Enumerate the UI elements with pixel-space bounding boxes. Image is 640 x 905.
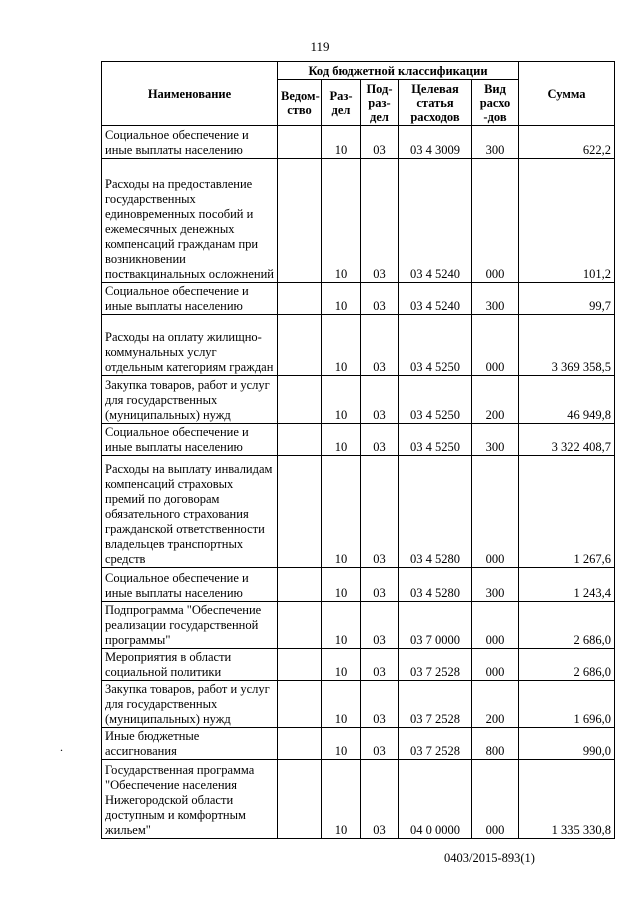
header-code-group: Код бюджетной классификации — [278, 62, 519, 80]
header-target-article: Целевая статья расходов — [399, 80, 472, 126]
row-expense-type: 000 — [472, 649, 519, 681]
row-sum: 990,0 — [519, 728, 615, 760]
table-row — [102, 159, 615, 283]
row-name: Мероприятия в области социальной политики — [102, 649, 278, 681]
row-expense-type: 000 — [472, 315, 519, 376]
row-expense-type: 000 — [472, 602, 519, 649]
row-expense-type: 800 — [472, 728, 519, 760]
row-subsection: 03 — [361, 159, 399, 283]
row-name: Закупка товаров, работ и услуг для государственных (муниципальных) нужд — [102, 376, 278, 424]
row-sum: 99,7 — [519, 283, 615, 315]
row-target-article: 03 7 2528 — [399, 728, 472, 760]
row-expense-type: 000 — [472, 456, 519, 568]
row-section: 10 — [322, 159, 361, 283]
row-sum: 622,2 — [519, 126, 615, 159]
row-section: 10 — [322, 568, 361, 602]
row-section: 10 — [322, 376, 361, 424]
row-target-article: 03 4 5240 — [399, 283, 472, 315]
row-sum: 3 322 408,7 — [519, 424, 615, 456]
row-department — [278, 728, 322, 760]
table-row — [102, 126, 615, 159]
row-target-article: 03 7 0000 — [399, 602, 472, 649]
row-name: Расходы на выплату инвалидам компенсаций страховых премий по договорам обязательного страхования гражданской ответственности владельцев транспортных средств — [102, 456, 278, 568]
row-target-article: 03 4 3009 — [399, 126, 472, 159]
row-name: Подпрограмма "Обеспечение реализации государственной программы" — [102, 602, 278, 649]
budget-table — [101, 61, 615, 839]
row-target-article: 03 4 5250 — [399, 315, 472, 376]
row-section: 10 — [322, 760, 361, 839]
row-department — [278, 681, 322, 728]
row-department — [278, 456, 322, 568]
row-target-article: 03 4 5280 — [399, 568, 472, 602]
row-expense-type: 300 — [472, 126, 519, 159]
row-name: Иные бюджетные ассигнования — [102, 728, 278, 760]
row-section: 10 — [322, 315, 361, 376]
row-subsection: 03 — [361, 424, 399, 456]
row-subsection: 03 — [361, 602, 399, 649]
row-section: 10 — [322, 728, 361, 760]
table-row — [102, 681, 615, 728]
table-row — [102, 424, 615, 456]
row-subsection: 03 — [361, 376, 399, 424]
table-body — [102, 126, 615, 839]
row-subsection: 03 — [361, 283, 399, 315]
row-target-article: 03 7 2528 — [399, 681, 472, 728]
row-section: 10 — [322, 681, 361, 728]
row-name: Социальное обеспечение и иные выплаты населению — [102, 126, 278, 159]
row-target-article: 03 4 5250 — [399, 376, 472, 424]
row-expense-type: 200 — [472, 681, 519, 728]
row-subsection: 03 — [361, 315, 399, 376]
row-name: Социальное обеспечение и иные выплаты населению — [102, 424, 278, 456]
row-sum: 1 243,4 — [519, 568, 615, 602]
row-expense-type: 000 — [472, 760, 519, 839]
table-row — [102, 760, 615, 839]
row-sum: 1 335 330,8 — [519, 760, 615, 839]
header-expense-type: Вид расхо -дов — [472, 80, 519, 126]
table-row — [102, 283, 615, 315]
document-code: 0403/2015-893(1) — [444, 851, 535, 865]
row-target-article: 03 7 2528 — [399, 649, 472, 681]
header-razdel: Раз-дел — [322, 80, 361, 126]
row-department — [278, 315, 322, 376]
row-department — [278, 760, 322, 839]
side-mark: . — [60, 740, 63, 754]
header-vedomstvo: Ведом-ство — [278, 80, 322, 126]
row-department — [278, 376, 322, 424]
row-name: Расходы на оплату жилищно-коммунальных услуг отдельным категориям граждан — [102, 315, 278, 376]
header-name: Наименование — [102, 62, 278, 126]
row-department — [278, 126, 322, 159]
row-sum: 1 267,6 — [519, 456, 615, 568]
table-row — [102, 568, 615, 602]
row-subsection: 03 — [361, 681, 399, 728]
row-expense-type: 000 — [472, 159, 519, 283]
row-section: 10 — [322, 283, 361, 315]
row-name: Социальное обеспечение и иные выплаты населению — [102, 568, 278, 602]
row-name: Государственная программа "Обеспечение населения Нижегородской области доступным и комфортным жильем" — [102, 760, 278, 839]
row-department — [278, 159, 322, 283]
row-department — [278, 649, 322, 681]
row-section: 10 — [322, 126, 361, 159]
row-section: 10 — [322, 456, 361, 568]
table-row — [102, 315, 615, 376]
row-expense-type: 300 — [472, 568, 519, 602]
table-row — [102, 376, 615, 424]
row-target-article: 04 0 0000 — [399, 760, 472, 839]
row-sum: 46 949,8 — [519, 376, 615, 424]
table-header — [102, 62, 615, 126]
row-subsection: 03 — [361, 649, 399, 681]
row-expense-type: 300 — [472, 283, 519, 315]
row-sum: 2 686,0 — [519, 649, 615, 681]
row-name: Закупка товаров, работ и услуг для государственных (муниципальных) нужд — [102, 681, 278, 728]
header-podrazdel: Под-раз-дел — [361, 80, 399, 126]
row-name: Расходы на предоставление государственных единовременных пособий и ежемесячных денежных компенсаций гражданам при возникновении поствакцинальных осложнений — [102, 159, 278, 283]
page-number: 119 — [310, 39, 330, 54]
row-target-article: 03 4 5250 — [399, 424, 472, 456]
row-expense-type: 200 — [472, 376, 519, 424]
row-section: 10 — [322, 649, 361, 681]
row-target-article: 03 4 5240 — [399, 159, 472, 283]
row-subsection: 03 — [361, 568, 399, 602]
row-department — [278, 424, 322, 456]
row-sum: 2 686,0 — [519, 602, 615, 649]
row-sum: 3 369 358,5 — [519, 315, 615, 376]
row-department — [278, 283, 322, 315]
row-department — [278, 568, 322, 602]
row-name: Социальное обеспечение и иные выплаты населению — [102, 283, 278, 315]
table-row — [102, 649, 615, 681]
row-section: 10 — [322, 602, 361, 649]
table-row — [102, 728, 615, 760]
row-expense-type: 300 — [472, 424, 519, 456]
row-sum: 1 696,0 — [519, 681, 615, 728]
row-department — [278, 602, 322, 649]
row-section: 10 — [322, 424, 361, 456]
row-target-article: 03 4 5280 — [399, 456, 472, 568]
row-subsection: 03 — [361, 728, 399, 760]
header-sum: Сумма — [519, 62, 615, 126]
row-subsection: 03 — [361, 126, 399, 159]
table-row — [102, 602, 615, 649]
row-sum: 101,2 — [519, 159, 615, 283]
row-subsection: 03 — [361, 456, 399, 568]
table-row — [102, 456, 615, 568]
row-subsection: 03 — [361, 760, 399, 839]
